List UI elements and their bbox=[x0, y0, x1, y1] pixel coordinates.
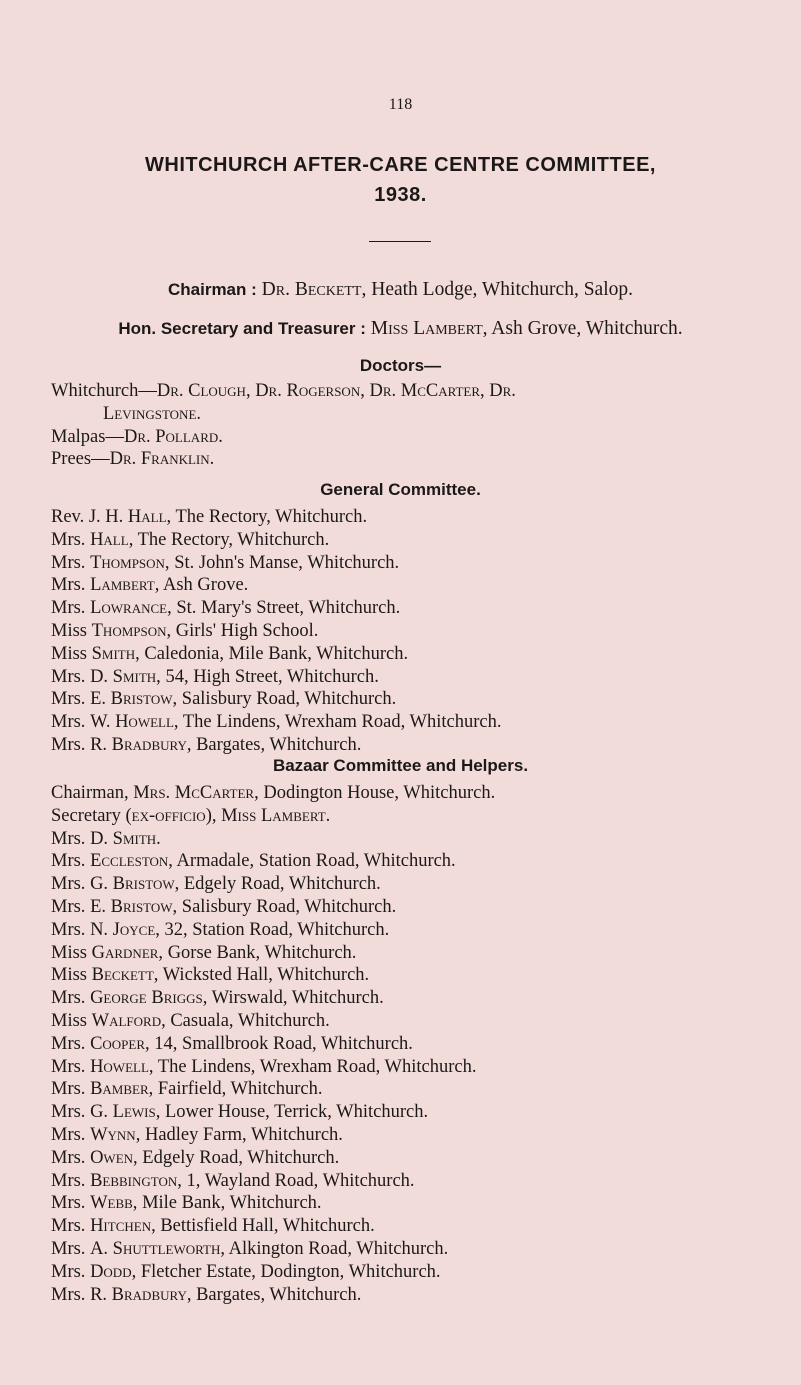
member-name: Bebbington, bbox=[90, 1170, 182, 1191]
list-item bbox=[51, 1078, 781, 1101]
member-address: 32, Station Road, Whitchurch. bbox=[159, 919, 390, 940]
member-address: The Rectory, Whitchurch. bbox=[171, 507, 368, 527]
member-address: Fairfield, Whitchurch. bbox=[153, 1079, 323, 1100]
member-name: J. H. Hall, bbox=[88, 507, 172, 527]
member-title: Mrs. bbox=[51, 689, 86, 710]
list-item bbox=[51, 896, 781, 919]
secretary-line bbox=[0, 318, 801, 340]
member-address: Wicksted Hall, Whitchurch. bbox=[158, 965, 370, 986]
doctors-whitchurch-names-cont: Levingstone. bbox=[103, 403, 202, 424]
chairman-line bbox=[0, 279, 801, 301]
doctors-whitchurch bbox=[51, 380, 781, 403]
member-title: Mrs. bbox=[51, 919, 86, 940]
list-item bbox=[51, 1101, 781, 1124]
member-title: Mrs. bbox=[51, 552, 86, 573]
list-item bbox=[51, 574, 781, 597]
member-name: D. Smith. bbox=[90, 828, 161, 849]
member-address: The Rectory, Whitchurch. bbox=[133, 529, 330, 550]
member-name: E. Bristow, bbox=[90, 689, 178, 710]
title-year: 1938. bbox=[374, 184, 427, 206]
member-name: A. Shuttleworth, bbox=[90, 1238, 226, 1259]
member-address: Hadley Farm, Whitchurch. bbox=[140, 1124, 343, 1145]
list-item bbox=[51, 828, 781, 851]
list-item bbox=[51, 666, 781, 689]
member-address: St. John's Manse, Whitchurch. bbox=[169, 552, 400, 573]
list-item bbox=[51, 1192, 781, 1215]
member-address: Gorse Bank, Whitchurch. bbox=[163, 942, 357, 963]
member-name: Cooper, bbox=[90, 1033, 150, 1054]
member-title: Miss bbox=[51, 643, 87, 664]
general-committee-heading: General Committee. bbox=[320, 480, 481, 499]
member-name: Walford, bbox=[91, 1010, 166, 1031]
member-title: Mrs. bbox=[51, 1284, 86, 1305]
secretary-name: Miss Lambert, bbox=[370, 318, 488, 339]
list-item bbox=[51, 987, 781, 1010]
list-item bbox=[51, 1238, 781, 1261]
doctors-heading: Doctors— bbox=[359, 356, 442, 375]
list-item bbox=[51, 782, 781, 805]
doctors-whitchurch-cont bbox=[51, 403, 781, 426]
list-item bbox=[51, 1261, 781, 1284]
chairman-name: Dr. Beckett, bbox=[261, 279, 367, 300]
title-divider bbox=[369, 241, 431, 242]
member-name: Thompson, bbox=[90, 552, 170, 573]
member-address: Salisbury Road, Whitchurch. bbox=[177, 896, 397, 917]
member-name: Howell, bbox=[90, 1056, 154, 1077]
member-name: Hitchen, bbox=[90, 1216, 156, 1237]
member-name: George Briggs, bbox=[90, 988, 208, 1009]
bazaar-committee-list bbox=[51, 782, 781, 1306]
member-name: R. Bradbury, bbox=[90, 734, 192, 755]
doctors-prees-prefix: Prees— bbox=[51, 449, 110, 470]
member-title: Mrs. bbox=[51, 1079, 86, 1100]
secretary-label: Hon. Secretary and Treasurer : bbox=[118, 319, 366, 338]
list-item bbox=[51, 688, 781, 711]
member-title: Mrs. bbox=[51, 896, 86, 917]
member-address: Caledonia, Mile Bank, Whitchurch. bbox=[139, 643, 409, 664]
member-address: St. Mary's Street, Whitchurch. bbox=[171, 598, 401, 619]
page-title bbox=[0, 150, 801, 210]
member-address: Edgely Road, Whitchurch. bbox=[179, 874, 381, 895]
chairman-label: Chairman : bbox=[167, 280, 257, 299]
member-title: Miss bbox=[51, 942, 87, 963]
list-item bbox=[51, 506, 781, 529]
list-item bbox=[51, 1010, 781, 1033]
doctors-malpas bbox=[51, 426, 781, 449]
list-item bbox=[51, 964, 781, 987]
member-title: Mrs. bbox=[51, 1102, 86, 1123]
member-title: Mrs. bbox=[51, 1056, 86, 1077]
member-name: W. Howell, bbox=[90, 712, 179, 733]
member-name: Dodd, bbox=[90, 1261, 137, 1282]
member-name: Hall, bbox=[90, 529, 134, 550]
list-item bbox=[51, 734, 781, 757]
member-name: Owen, bbox=[90, 1147, 138, 1168]
page-number: 118 bbox=[388, 96, 413, 113]
member-title: Mrs. bbox=[51, 851, 86, 872]
member-name: Bamber, bbox=[90, 1079, 154, 1100]
member-title: Mrs. bbox=[51, 529, 86, 550]
doctors-whitchurch-prefix: Whitchurch— bbox=[51, 381, 157, 401]
list-item bbox=[51, 942, 781, 965]
chairman-address: Heath Lodge, Whitchurch, Salop. bbox=[366, 279, 633, 300]
doctors-malpas-names: Dr. Pollard. bbox=[123, 426, 223, 447]
doctors-list bbox=[51, 380, 781, 471]
member-name: Beckett, bbox=[91, 965, 159, 986]
member-address: 54, High Street, Whitchurch. bbox=[160, 666, 379, 687]
member-name: E. Bristow, bbox=[90, 896, 178, 917]
member-title: Mrs. bbox=[51, 598, 86, 619]
list-item bbox=[51, 1170, 781, 1193]
member-address: Edgely Road, Whitchurch. bbox=[137, 1147, 340, 1168]
member-title: Mrs. bbox=[51, 1238, 86, 1259]
list-item bbox=[51, 1284, 781, 1307]
member-title: Mrs. bbox=[51, 1033, 86, 1054]
member-name: N. Joyce, bbox=[90, 919, 160, 940]
member-address: Fletcher Estate, Dodington, Whitchurch. bbox=[136, 1261, 441, 1282]
member-name: Lambert, bbox=[90, 575, 160, 596]
member-name: Webb, bbox=[90, 1193, 138, 1214]
member-name: D. Smith, bbox=[90, 666, 161, 687]
member-title: Mrs. bbox=[51, 1193, 86, 1214]
doctors-prees-names: Dr. Franklin. bbox=[109, 449, 215, 470]
member-title: Mrs. bbox=[51, 712, 86, 733]
member-address: 1, Wayland Road, Whitchurch. bbox=[181, 1170, 415, 1191]
member-address: Salisbury Road, Whitchurch. bbox=[177, 689, 397, 710]
member-address: Alkington Road, Whitchurch. bbox=[225, 1238, 449, 1259]
member-title: Mrs. bbox=[51, 1124, 86, 1145]
member-title: Mrs. bbox=[51, 828, 86, 849]
member-address: The Lindens, Wrexham Road, Whitchurch. bbox=[178, 712, 502, 733]
member-title: Mrs. bbox=[51, 1147, 86, 1168]
list-item bbox=[51, 597, 781, 620]
list-item bbox=[51, 529, 781, 552]
member-name: Thompson, bbox=[91, 620, 172, 641]
member-name: Lowrance, bbox=[90, 598, 172, 619]
member-name: G. Lewis, bbox=[90, 1102, 161, 1123]
list-item bbox=[51, 620, 781, 643]
member-title: Secretary bbox=[51, 805, 121, 826]
title-line-1: WHITCHURCH AFTER-CARE CENTRE COMMITTEE, bbox=[145, 154, 656, 176]
member-name: G. Bristow, bbox=[90, 874, 180, 895]
member-title: Mrs. bbox=[51, 1216, 86, 1237]
list-item bbox=[51, 873, 781, 896]
doctors-prees bbox=[51, 448, 781, 471]
member-address: Wirswald, Whitchurch. bbox=[207, 988, 384, 1009]
list-item bbox=[51, 711, 781, 734]
member-title: Mrs. bbox=[51, 1261, 86, 1282]
member-title: Mrs. bbox=[51, 734, 86, 755]
member-name: (ex-officio), Miss Lambert. bbox=[125, 805, 331, 826]
member-title: Mrs. bbox=[51, 1170, 86, 1191]
member-name: R. Bradbury, bbox=[90, 1284, 192, 1305]
member-title: Rev. bbox=[51, 507, 85, 527]
member-name: Eccleston, bbox=[90, 851, 173, 872]
member-name: Gardner, bbox=[91, 942, 164, 963]
member-title: Chairman, bbox=[51, 783, 129, 803]
member-title: Miss bbox=[51, 620, 87, 641]
member-address: Dodington House, Whitchurch. bbox=[258, 783, 496, 803]
list-item bbox=[51, 552, 781, 575]
member-title: Miss bbox=[51, 965, 87, 986]
member-address: Bargates, Whitchurch. bbox=[191, 1284, 362, 1305]
member-title: Mrs. bbox=[51, 874, 86, 895]
list-item bbox=[51, 1124, 781, 1147]
list-item bbox=[51, 919, 781, 942]
doctors-whitchurch-names: Dr. Clough, Dr. Rogerson, Dr. McCarter, Dr. bbox=[156, 381, 516, 401]
list-item bbox=[51, 1056, 781, 1079]
member-title: Mrs. bbox=[51, 666, 86, 687]
list-item bbox=[51, 1215, 781, 1238]
member-title: Mrs. bbox=[51, 575, 86, 596]
list-item bbox=[51, 805, 781, 828]
list-item bbox=[51, 850, 781, 873]
member-name: Mrs. McCarter, bbox=[133, 783, 259, 803]
member-address: Lower House, Terrick, Whitchurch. bbox=[160, 1102, 429, 1123]
member-address: The Lindens, Wrexham Road, Whitchurch. bbox=[153, 1056, 477, 1077]
bazaar-committee-heading: Bazaar Committee and Helpers. bbox=[272, 756, 529, 775]
member-name: Smith, bbox=[91, 643, 140, 664]
member-address: Ash Grove. bbox=[159, 575, 249, 596]
member-address: Girls' High School. bbox=[171, 620, 319, 641]
member-title: Miss bbox=[51, 1010, 87, 1031]
member-address: Bargates, Whitchurch. bbox=[191, 734, 362, 755]
member-address: 14, Smallbrook Road, Whitchurch. bbox=[149, 1033, 413, 1054]
member-title: Mrs. bbox=[51, 988, 86, 1009]
member-address: Mile Bank, Whitchurch. bbox=[137, 1193, 322, 1214]
member-address: Casuala, Whitchurch. bbox=[165, 1010, 330, 1031]
member-address: Bettisfield Hall, Whitchurch. bbox=[155, 1216, 375, 1237]
secretary-address: Ash Grove, Whitchurch. bbox=[487, 318, 683, 339]
member-address: Armadale, Station Road, Whitchurch. bbox=[172, 851, 456, 872]
general-committee-list bbox=[51, 506, 781, 757]
member-name: Wynn, bbox=[90, 1124, 141, 1145]
list-item bbox=[51, 1033, 781, 1056]
list-item bbox=[51, 1147, 781, 1170]
list-item bbox=[51, 643, 781, 666]
doctors-malpas-prefix: Malpas— bbox=[51, 426, 124, 447]
